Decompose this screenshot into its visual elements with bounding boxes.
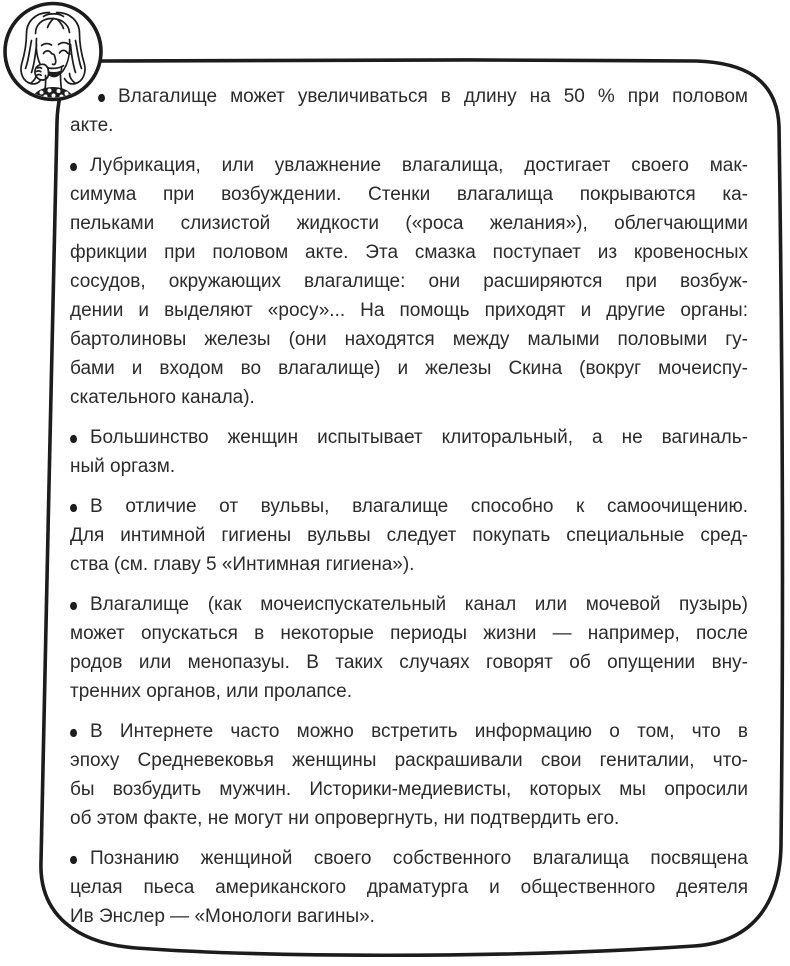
text-line: [70, 844, 748, 873]
text-line-content: дении и выделяют «росу»... На помощь приходят и другие органы:: [70, 300, 748, 321]
text-line: [70, 209, 748, 238]
text-line-content: об этом факте, не могут ни опровергнуть, ни подтвердить его.: [70, 808, 620, 829]
text-line-content: В отличие от вульвы, влагалище способно к самоочищению.: [90, 496, 748, 517]
text-line: [70, 775, 748, 804]
fact-paragraph: [70, 151, 748, 412]
text-line-content: Познанию женщиной своего собственного влагалища посвящена: [90, 848, 748, 869]
text-line: [70, 648, 748, 677]
text-line-content: тренних органов, или пролапсе.: [70, 681, 353, 702]
bullet-icon: [69, 855, 78, 864]
text-line-content: Влагалище (как мочеиспускательный канал или мочевой пузырь): [90, 594, 748, 615]
text-line: [70, 590, 748, 619]
text-line-content: бами и входом во влагалище) и железы Скина (вокруг мочеиспу-: [70, 358, 748, 379]
text-line-content: Для интимной гигиены вульвы следует покупать специальные сред-: [70, 525, 748, 546]
text-line-content: фрикции при половом акте. Эта смазка поступает из кровеносных: [70, 242, 748, 263]
fact-paragraph: [70, 590, 748, 706]
text-line: [70, 717, 748, 746]
text-line: [70, 238, 748, 267]
text-line-content: эпоху Средневековья женщины раскрашивали свои гениталии, что-: [70, 750, 748, 771]
text-line-content: бартолиновы железы (они находятся между малыми половыми гу-: [70, 329, 748, 350]
text-line: [70, 151, 748, 180]
bullet-icon: [97, 93, 106, 102]
text-line-content: бы возбудить мужчин. Историки-медиевисты, которых мы опросили: [70, 779, 748, 800]
text-line: [70, 677, 748, 706]
text-line-content: ный оргазм.: [70, 456, 176, 477]
text-line: [70, 452, 748, 481]
text-line: [70, 804, 748, 833]
text-line: [70, 550, 748, 579]
text-line: [70, 619, 748, 648]
text-line-content: ства (см. главу 5 «Интимная гигиена»).: [70, 554, 415, 575]
fact-paragraph: [70, 844, 748, 931]
text-line: [70, 902, 748, 931]
text-line: [70, 82, 748, 111]
text-line-content: Большинство женщин испытывает клиторальный, а не вагиналь-: [90, 427, 748, 448]
fact-paragraph: [70, 492, 748, 579]
bullet-icon: [69, 601, 78, 610]
text-line: [70, 111, 748, 140]
text-line: [70, 746, 748, 775]
fact-paragraph: [70, 717, 748, 833]
bullet-icon: [69, 728, 78, 737]
text-line-content: родов или менопазуы. В таких случаях говорят об опущении вну-: [70, 652, 748, 673]
bullet-icon: [69, 503, 78, 512]
text-line-content: В Интернете часто можно встретить информацию о том, что в: [90, 721, 748, 742]
facts-list: [70, 82, 748, 931]
text-line: [70, 521, 748, 550]
text-line: [70, 383, 748, 412]
fact-paragraph: [70, 82, 748, 140]
text-line: [70, 423, 748, 452]
text-line-content: пельками слизистой жидкости («роса желания»), облегчающими: [70, 213, 748, 234]
text-line: [70, 296, 748, 325]
text-line: [70, 354, 748, 383]
bullet-icon: [69, 162, 78, 171]
text-line: [70, 180, 748, 209]
text-line: [70, 325, 748, 354]
text-line-content: Влагалище может увеличиваться в длину на 50 % при половом: [118, 86, 748, 107]
bullet-icon: [69, 434, 78, 443]
text-line: [70, 873, 748, 902]
fact-paragraph: [70, 423, 748, 481]
text-line-content: сосудов, окружающих влагалище: они расширяются при возбуж-: [70, 271, 748, 292]
text-line-content: симума при возбуждении. Стенки влагалища покрываются ка-: [70, 184, 748, 205]
text-line-content: скательного канала).: [70, 387, 255, 408]
text-line-content: акте.: [70, 115, 114, 136]
text-line: [70, 492, 748, 521]
text-line-content: Ив Энслер — «Монологи вагины».: [70, 906, 375, 927]
text-line: [70, 267, 748, 296]
text-line-content: может опускаться в некоторые периоды жизни — например, после: [70, 623, 748, 644]
text-line-content: Лубрикация, или увлажнение влагалища, достигает своего мак-: [90, 155, 748, 176]
text-line-content: целая пьеса американского драматурга и общественного деятеля: [70, 877, 748, 898]
